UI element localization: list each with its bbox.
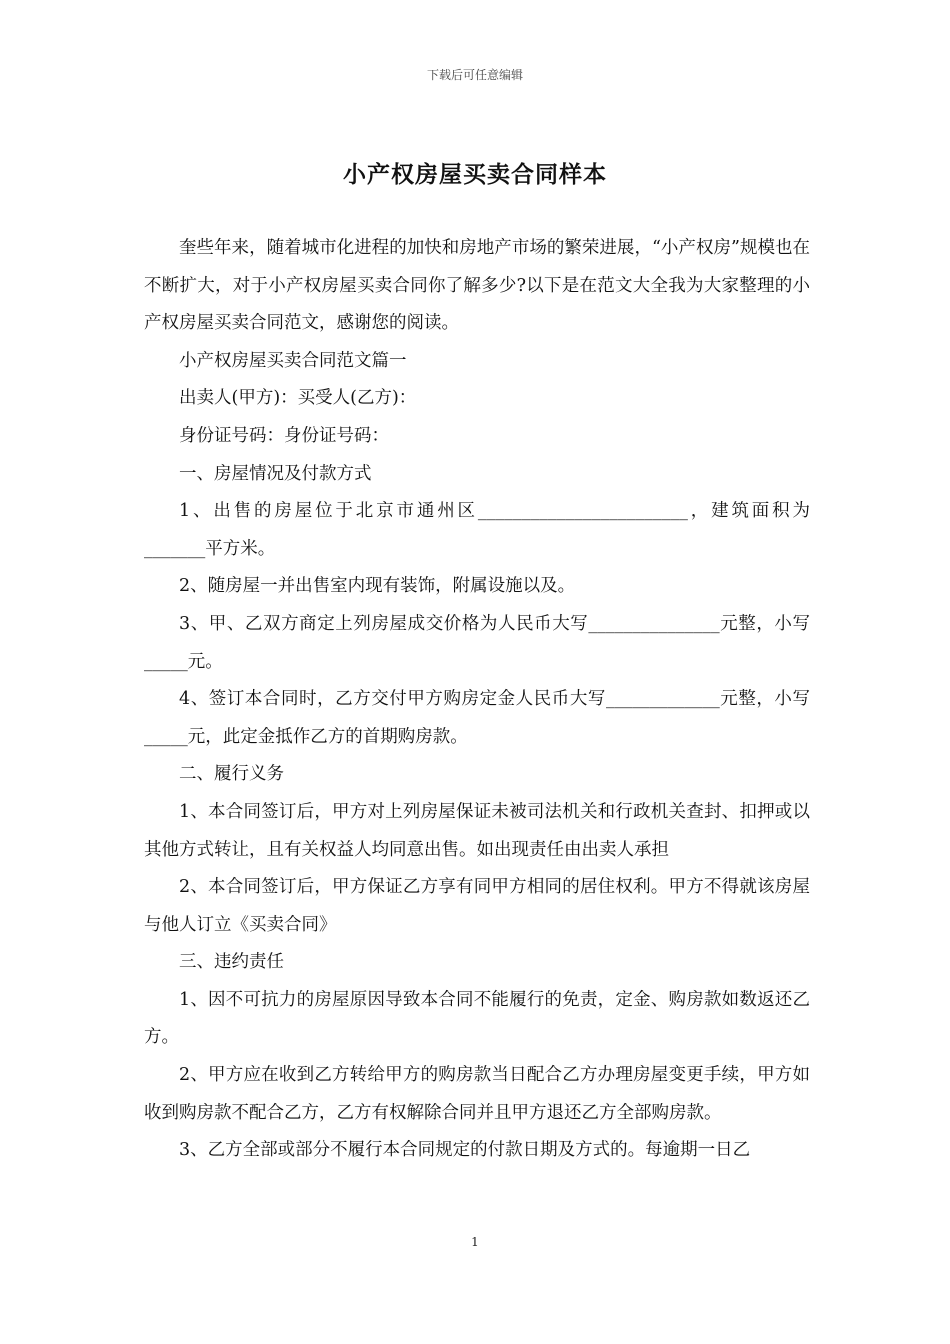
section-heading: 三、违约责任 [179, 952, 284, 973]
intro-paragraph: 奎些年来，随着城市化进程的加快和房地产市场的繁荣进展，“小产权房”规模也在不断扩大，对于小产权房屋买卖合同你了解多少?以下是在范文大全我为大家整理的小产权房屋买卖合同范文，感谢您的阅读。 [144, 238, 810, 334]
clause-paragraph: 4、签订本合同时，乙方交付甲方购房定金人民币大写_____________元整，小写_____元，此定金抵作乙方的首期购房款。 [144, 689, 810, 747]
clause-paragraph: 1、出售的房屋位于北京市通州区________________________，建筑面积为_______平方米。 [144, 501, 810, 559]
clause-paragraph: 1、本合同签订后，甲方对上列房屋保证未被司法机关和行政机关查封、扣押或以其他方式转让，且有关权益人均同意出售。如出现责任由出卖人承担 [144, 801, 810, 860]
section-heading: 一、房屋情况及付款方式 [179, 463, 372, 484]
clause-paragraph: 3、乙方全部或部分不履行本合同规定的付款日期及方式的。每逾期一日乙 [179, 1140, 751, 1161]
document-title: 小产权房屋买卖合同样本 [343, 161, 607, 188]
id-number-line: 身份证号码：身份证号码： [179, 425, 389, 446]
page-number: 1 [471, 1235, 479, 1249]
clause-paragraph: 2、本合同签订后，甲方保证乙方享有同甲方相同的居住权利。甲方不得就该房屋与他人订立《买卖合同》 [144, 877, 810, 935]
parties-line: 出卖人(甲方)：买受人(乙方)： [179, 388, 417, 409]
clause-paragraph: 3、甲、乙双方商定上列房屋成交价格为人民币大写_______________元整，小写_____元。 [144, 613, 810, 672]
clause-paragraph: 1、因不可抗力的房屋原因导致本合同不能履行的免责，定金、购房款如数返还乙方。 [144, 989, 810, 1048]
section-heading: 二、履行义务 [179, 764, 284, 785]
clause-paragraph: 2、甲方应在收到乙方转给甲方的购房款当日配合乙方办理房屋变更手续，甲方如收到购房款不配合乙方，乙方有权解除合同并且甲方退还乙方全部购房款。 [144, 1065, 810, 1123]
document-body [144, 230, 810, 1170]
section-heading: 小产权房屋买卖合同范文篇一 [179, 350, 407, 371]
header-note: 下载后可任意编辑 [426, 68, 523, 82]
clause-paragraph: 2、随房屋一并出售室内现有装饰，附属设施以及。 [179, 576, 576, 597]
